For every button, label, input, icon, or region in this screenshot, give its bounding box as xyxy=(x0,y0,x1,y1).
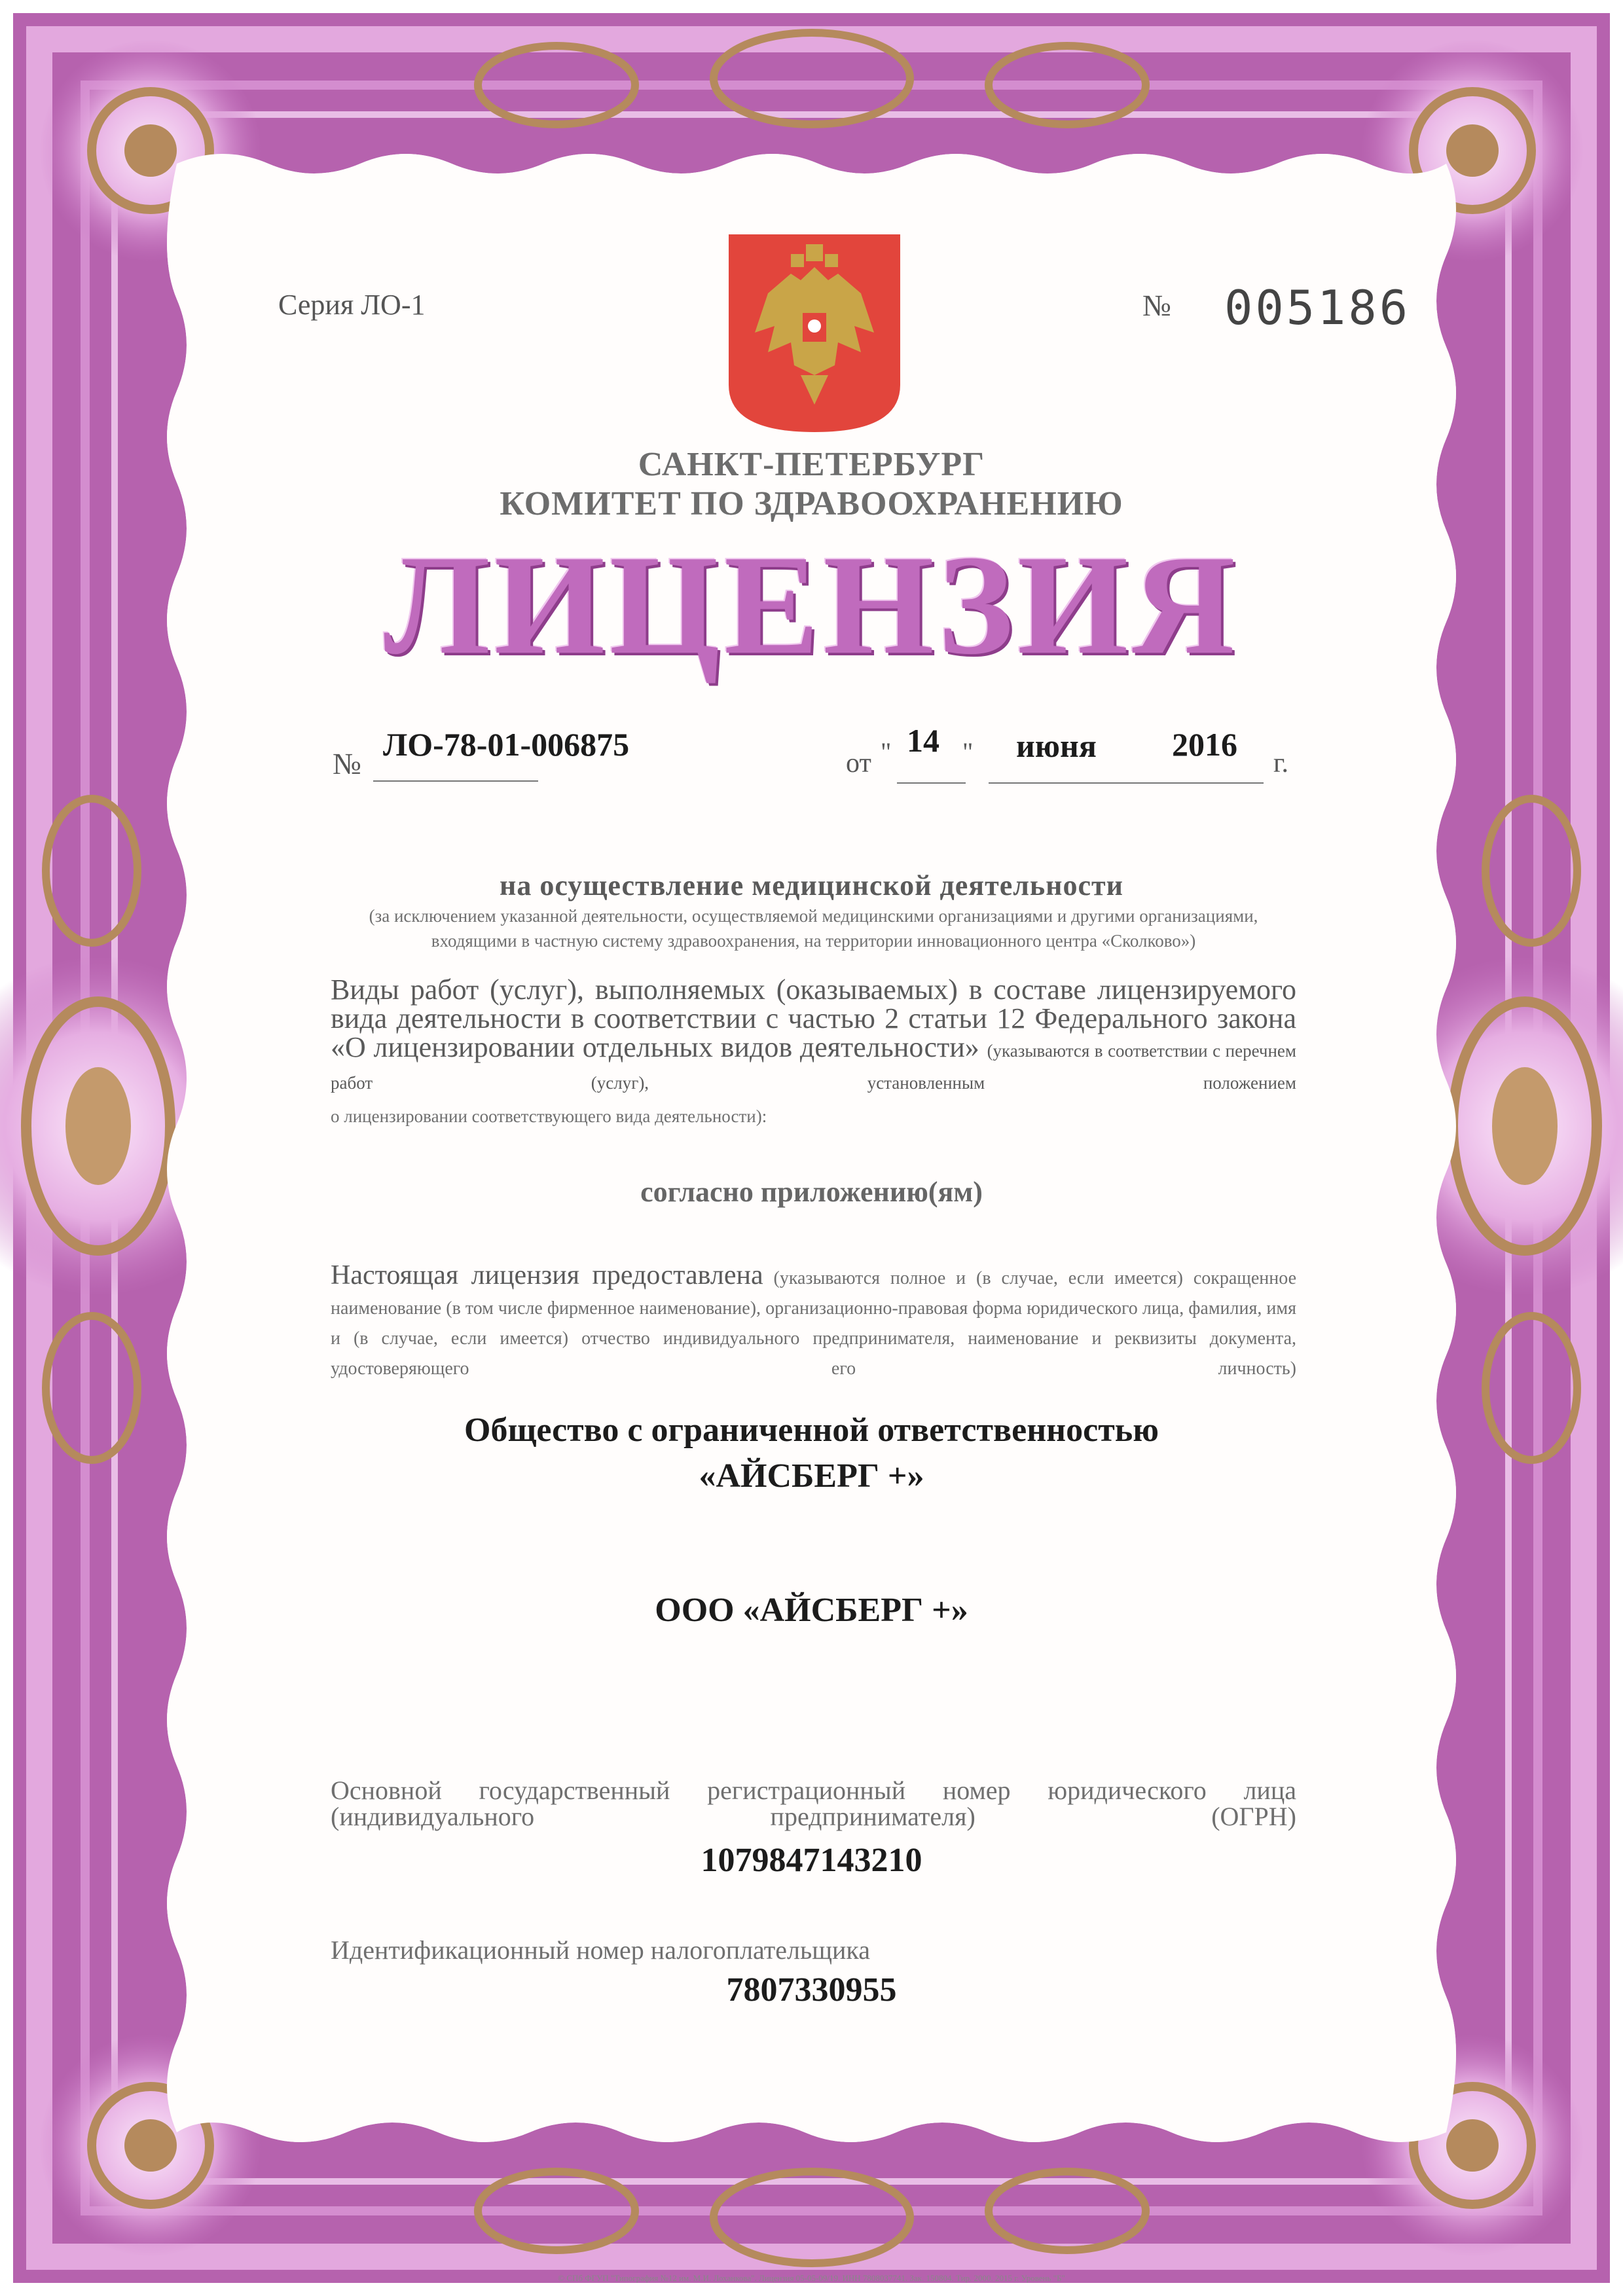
activity-title: на осуществление медицинской деятельности xyxy=(499,869,1124,902)
license-number-symbol: № xyxy=(333,747,361,780)
date-from-label: от xyxy=(846,748,871,778)
activity-note: (за исключением указанной деятельности, осуществляемой медицинскими организациями и другими организациями, входящими в частную систему здравоохранения, на территории инновационного центра «Сколково») xyxy=(369,906,1258,951)
russian-coat-of-arms-icon xyxy=(729,234,900,432)
number-symbol: № xyxy=(1142,289,1171,322)
license-number: ЛО-78-01-006875 xyxy=(383,726,630,763)
date-quote-open: " xyxy=(881,737,892,767)
granted-note: (указываются полное и (в случае, если имеется) сокращенное наименование (в том числе фирменное наименование), организационно-правовая форма юридического лица, фамилия, имя и (в случае, если имеется) отчество индивидуального предпринимателя, наименование и реквизиты документа, удостоверяющего его личность) xyxy=(331,1268,1297,1379)
license-month: июня xyxy=(1016,727,1097,764)
license-day: 14 xyxy=(907,722,939,759)
attachment-reference: согласно приложению(ям) xyxy=(640,1176,983,1208)
serial-number: 005186 xyxy=(1224,280,1411,335)
works-note-inline: (указываются в соответствии с перечнем работ (услуг), установленным положением xyxy=(331,1041,1297,1093)
organization-short-name: ООО «АЙСБЕРГ +» xyxy=(655,1592,968,1629)
document-title: ЛИЦЕНЗИЯ xyxy=(384,526,1239,684)
issuer-committee: КОМИТЕТ ПО ЗДРАВООХРАНЕНИЮ xyxy=(500,485,1123,522)
ogrn-label: Основной государственный регистрационный номер юридического лица (индивидуального предпринимателя) (ОГРН) xyxy=(331,1776,1296,1831)
date-quote-close: " xyxy=(962,737,974,767)
inn-label: Идентификационный номер налогоплательщика xyxy=(331,1935,871,1965)
granted-description xyxy=(331,1260,1296,1384)
license-number-underline xyxy=(373,780,538,782)
works-description xyxy=(331,975,1296,1097)
ogrn-value: 1079847143210 xyxy=(701,1842,922,1879)
organization-full-name-line1: Общество с ограниченной ответственностью xyxy=(464,1412,1159,1449)
license-year: 2016 xyxy=(1172,726,1237,763)
organization-full-name-line2: «АЙСБЕРГ +» xyxy=(699,1457,924,1495)
month-year-underline xyxy=(989,782,1264,784)
granted-lead: Настоящая лицензия предоставлена xyxy=(331,1260,763,1290)
issuer-city: САНКТ-ПЕТЕРБУРГ xyxy=(638,446,985,483)
day-underline xyxy=(897,782,966,784)
year-suffix: г. xyxy=(1273,748,1288,778)
works-note-end: о лицензировании соответствующего вида деятельности): xyxy=(331,1106,767,1126)
inn-value: 7807330955 xyxy=(726,1971,897,2009)
printer-imprint: © СПб ФГУП "Типография №12 им. М.И. Лоханкова". Лицензия 05-05-09/19. ИНН 7808037741. Зак. 150804. Тир. 2000. 2015 г. Уровень "Б" xyxy=(558,2273,1065,2283)
works-text: Виды работ (услуг), выполняемых (оказываемых) в составе лицензируемого вида деятельности в соответствии с частью 2 статьи 12 Федерального закона «О лицензировании отдельных видов деятельности» xyxy=(331,974,1296,1063)
series-label: Серия ЛО-1 xyxy=(278,289,426,321)
